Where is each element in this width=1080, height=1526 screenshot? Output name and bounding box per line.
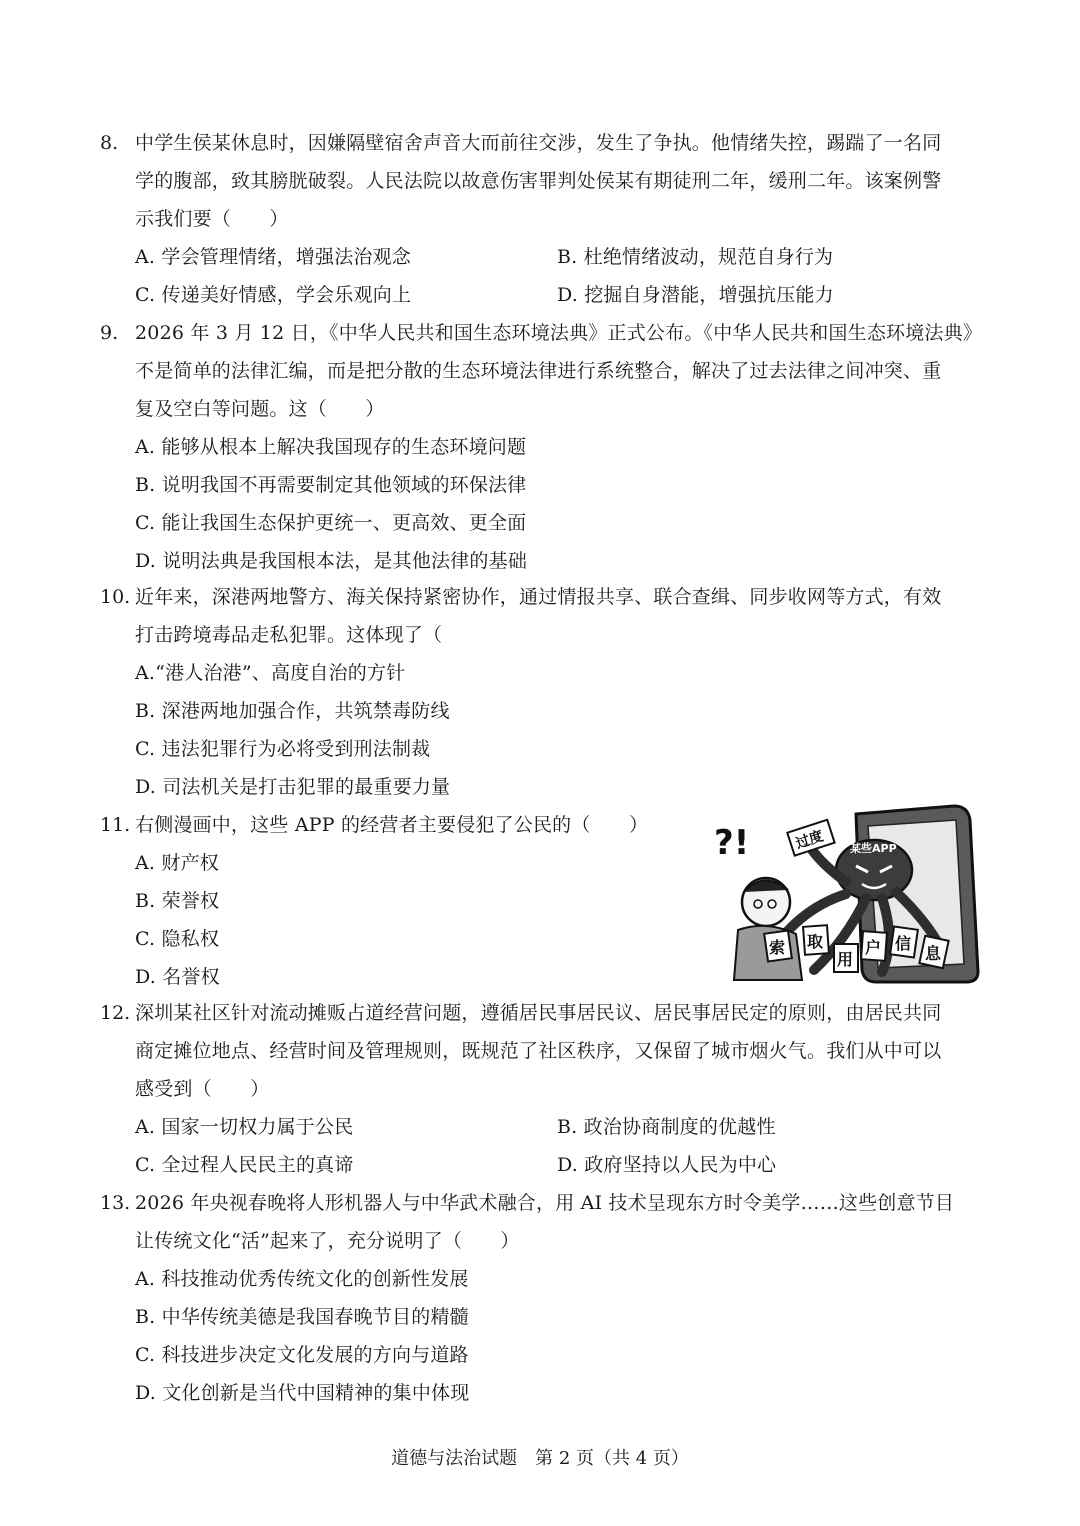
question-8-option-a: A. 学会管理情绪，增强法治观念	[135, 246, 412, 268]
question-8-option-b: B. 杜绝情绪波动，规范自身行为	[557, 246, 834, 268]
question-8-stem-line-3: 示我们要（ ）	[135, 208, 289, 230]
question-8-option-d: D. 挖掘自身潜能，增强抗压能力	[557, 284, 834, 306]
question-11-option-a: A. 财产权	[135, 852, 220, 874]
question-11-option-d: D. 名誉权	[135, 966, 220, 988]
question-13-stem-line-1: 2026 年央视春晚将人形机器人与中华武术融合，用 AI 技术呈现东方时令美学……这些创意节目	[135, 1192, 955, 1214]
question-9-option-d: D. 说明法典是我国根本法，是其他法律的基础	[135, 550, 528, 572]
question-9-stem-line-3: 复及空白等问题。这（ ）	[135, 398, 385, 420]
question-12-option-c: C. 全过程人民民主的真谛	[135, 1154, 354, 1176]
question-10-number: 10.	[100, 586, 131, 608]
question-10-stem-line-2: 打击跨境毒品走私犯罪。这体现了（	[135, 624, 443, 646]
question-10-option-b: B. 深港两地加强合作，共筑禁毒防线	[135, 700, 450, 722]
question-13-option-a: A. 科技推动优秀传统文化的创新性发展	[135, 1268, 469, 1290]
question-12-stem-line-3: 感受到（ ）	[135, 1078, 270, 1100]
card-char-4: 户	[865, 938, 882, 957]
excess-card-label: 过度	[793, 828, 826, 853]
app-privacy-cartoon	[706, 800, 986, 986]
question-9-option-b: B. 说明我国不再需要制定其他领域的环保法律	[135, 474, 527, 496]
question-10-option-d: D. 司法机关是打击犯罪的最重要力量	[135, 776, 451, 798]
question-12-number: 12.	[100, 1002, 131, 1024]
question-8-stem-line-1: 中学生侯某休息时，因嫌隔壁宿舍声音大而前往交涉，发生了争执。他情绪失控，踢踹了一名同	[135, 132, 942, 154]
question-11-option-c: C. 隐私权	[135, 928, 220, 950]
question-exclaim-mark: ?!	[714, 823, 750, 863]
card-char-6: 息	[925, 944, 942, 963]
question-9-option-c: C. 能让我国生态保护更统一、更高效、更全面	[135, 512, 527, 534]
question-8-option-c: C. 传递美好情感，学会乐观向上	[135, 284, 412, 306]
phone-label: 某些APP	[850, 842, 897, 855]
question-12-stem-line-2: 商定摊位地点、经营时间及管理规则，既规范了社区秩序，又保留了城市烟火气。我们从中可以	[135, 1040, 942, 1062]
question-11-option-b: B. 荣誉权	[135, 890, 220, 912]
question-10-option-c: C. 违法犯罪行为必将受到刑法制裁	[135, 738, 431, 760]
question-13-stem-line-2: 让传统文化“活”起来了，充分说明了（ ）	[135, 1230, 520, 1252]
question-9-option-a: A. 能够从根本上解决我国现存的生态环境问题	[135, 436, 527, 458]
question-8-number: 8.	[100, 132, 119, 154]
question-12-option-b: B. 政治协商制度的优越性	[557, 1116, 776, 1138]
card-char-2: 取	[807, 932, 824, 951]
question-10-option-a: A.“港人治港”、高度自治的方针	[135, 662, 406, 684]
question-9-stem-line-2: 不是简单的法律汇编，而是把分散的生态环境法律进行系统整合，解决了过去法律之间冲突、重	[135, 360, 942, 382]
question-11-number: 11.	[100, 814, 131, 836]
question-13-option-d: D. 文化创新是当代中国精神的集中体现	[135, 1382, 470, 1404]
question-12-option-a: A. 国家一切权力属于公民	[135, 1116, 354, 1138]
card-char-5: 信	[895, 934, 912, 953]
card-char-1: 索	[769, 938, 786, 957]
question-12-option-d: D. 政府坚持以人民为中心	[557, 1154, 777, 1176]
question-8-stem-line-2: 学的腹部，致其膀胱破裂。人民法院以故意伤害罪判处侯某有期徒刑二年，缓刑二年。该案例警	[135, 170, 942, 192]
question-13-number: 13.	[100, 1192, 131, 1214]
question-13-option-c: C. 科技进步决定文化发展的方向与道路	[135, 1344, 469, 1366]
question-12-stem-line-1: 深圳某社区针对流动摊贩占道经营问题，遵循居民事居民议、居民事居民定的原则，由居民共同	[135, 1002, 942, 1024]
question-11-stem-line-1: 右侧漫画中，这些 APP 的经营者主要侵犯了公民的（ ）	[135, 814, 649, 836]
question-13-option-b: B. 中华传统美德是我国春晚节目的精髓	[135, 1306, 469, 1328]
question-10-stem-line-1: 近年来，深港两地警方、海关保持紧密协作，通过情报共享、联合查缉、同步收网等方式，有效	[135, 586, 942, 608]
question-9-stem-line-1: 2026 年 3 月 12 日，《中华人民共和国生态环境法典》正式公布。《中华人民共和国生态环境法典》	[135, 322, 983, 344]
page-footer: 道德与法治试题 第 2 页（共 4 页）	[391, 1448, 689, 1469]
question-9-number: 9.	[100, 322, 119, 344]
card-char-3: 用	[837, 950, 854, 969]
